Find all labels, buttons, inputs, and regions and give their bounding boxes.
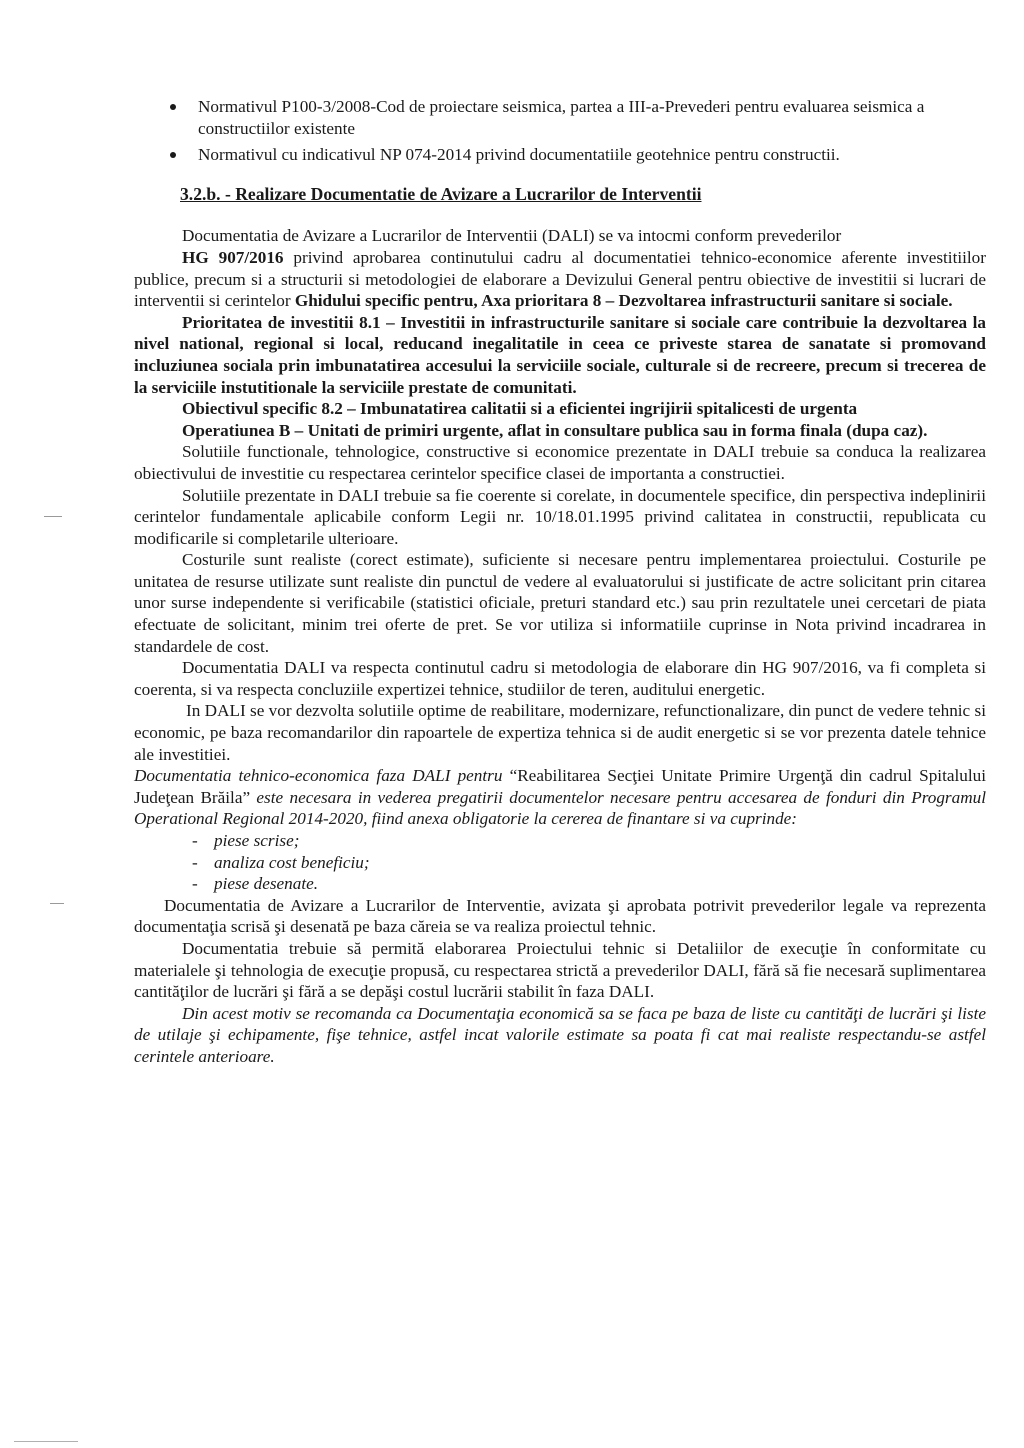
dali-paragraph-1: Documentatia DALI va respecta continutul cadru si metodologia de elaborare din HG 907/2016, va fi completa si coerenta, si va respecta concluziile expertizei tehnice, studiilor de teren, auditului energetic.: [134, 658, 986, 699]
intro-ghid: Ghidului specific pentru, Axa prioritara 8 – Dezvoltarea infrastructurii sanitare si sociale.: [294, 291, 953, 311]
intro-hg: HG 907/2016: [182, 247, 284, 267]
list-item: - piese scrise;: [192, 830, 986, 852]
operatiunea-paragraph: Operatiunea B – Unitati de primiri urgente, aflat in consultare publica sau in forma finala (dupa caz).: [182, 420, 928, 440]
solutii-paragraph-2: Solutiile prezentate in DALI trebuie sa fie coerente si corelate, in documentele specifice, din perspectiva indeplinirii cerintelor fundamentale aplicabile conform Legii nr. 10/18.01.1995 privind calitatea in constructii, republicata cu modificarile si completarile ulterioare.: [134, 485, 986, 548]
section-heading: 3.2.b. - Realizare Documentatie de Avizare a Lucrarilor de Interventii: [180, 183, 702, 204]
dali-paragraph-2: In DALI se vor dezvolta solutiile optime de reabilitare, modernizare, refunctionalizare, din punct de vedere tehnic si economic, pe baza recomandarilor din rapoartele de expertiza tehnica si de audit energetic si se vor prezenta datele tehnice ale investitiei.: [134, 701, 986, 764]
scan-mark-1: [44, 516, 62, 517]
solutii-paragraph-1: Solutiile functionale, tehnologice, constructive si economice prezentate in DALI trebuie sa conduca la realizarea obiectivului de investitie cu respectarea cerintelor specifice clasei de importanta a constructiei.: [134, 442, 986, 483]
obiectiv-paragraph: Obiectivul specific 8.2 – Imbunatatirea calitatii si a eficientei ingrijirii spitalicesti de urgenta: [182, 399, 858, 419]
intro-text-2: privind aprobarea continutului cadru al documentatiei tehnico-economice aferente investitiilor publice, precum si a structurii si metodologiei de elaborare a Devizului General pentru obiective de investitii si lucrari de interventii si cerintelor: [134, 247, 986, 311]
scan-mark-footer: [14, 1441, 78, 1442]
intro-text-1: Documentatia de Avizare a Lucrarilor de Interventii (DALI) se va intocmi conform prevederilor: [182, 226, 842, 246]
list-item: Normativul cu indicativul NP 074-2014 privind documentatiile geotehnice pentru constructii.: [134, 144, 986, 166]
list-item: - analiza cost beneficiu;: [192, 852, 986, 874]
prioritate-paragraph: Prioritatea de investitii 8.1 – Investitii in infrastructurile sanitare si sociale care contribuie la dezvoltarea la nivel national, regional si local, reducand inegalitatile in ceea ce priveste starea de sanatate si promovand incluziunea sociala prin imbunatatirea accesului la serviciile sociale, culturale si de recreere, precum si trecerea de la serviciile instutitionale la serviciile prestate de comunitati.: [134, 312, 986, 397]
scan-mark-2: [50, 903, 64, 904]
project-name: “Reabilitarea Secţiei Unitate Primire Urgenţă din cadrul Spitalului Judeţean Brăila”: [134, 766, 986, 807]
italic-text-1: Documentatia tehnico-economica faza DALI pentru: [134, 766, 510, 786]
document-page: [134, 96, 986, 1068]
avizare-paragraph: Documentatia de Avizare a Lucrarilor de Interventie, avizata şi aprobata potrivit prevederilor legale va reprezenta documentaţia scrisă şi desenată pe baza căreia se va realiza proiectul tehnic.: [134, 895, 986, 937]
trebuie-paragraph: Documentatia trebuie să permită elaborarea Proiectului tehnic si Detaliilor de execuţie în conformitate cu materialele şi tehnologia de execuţie propusă, cu respectarea strictă a prevederilor DALI, fără să fie necesară suplimentarea cantităţilor de lucrări şi fără a se depăşi costul lucrării stabilit în faza DALI.: [134, 938, 986, 1002]
italic-text-2: este necesara in vederea pregatirii documentelor necesare pentru accesarea de fonduri din Programul Operational Regional 2014-2020, fiind anexa obligatorie la cererea de finantare si va cuprinde:: [134, 787, 986, 829]
costuri-paragraph: Costurile sunt realiste (corect estimate), suficiente si necesare pentru implementarea proiectului. Costurile pe unitatea de resurse utilizate sunt realiste din punctul de vedere al evaluatorului si justificate de actre solicitant prin citarea unor surse independente si verificabile (statistici oficiale, preturi standard etc.) sau prin rezultatele unei cercetari de piata efectuate de solicitant, minim trei oferte de pret. Se vor utiliza si informatiile cuprinse in Nota privind incadrarea in standardele de cost.: [134, 550, 986, 656]
list-item: Normativul P100-3/2008-Cod de proiectare seismica, partea a III-a-Prevederi pentru evaluarea seismica a constructiilor existente: [134, 96, 986, 139]
contents-list: [192, 830, 986, 895]
intro-paragraph: [134, 225, 986, 311]
italic-paragraph: [134, 765, 986, 830]
motiv-paragraph: Din acest motiv se recomanda ca Documentaţia economică sa se faca pe baza de liste cu cantităţi de lucrări şi liste de utilaje şi echipamente, fişe tehnice, astfel incat valorile estimate sa poata fi cat mai realiste respectandu-se astfel cerintele anterioare.: [134, 1003, 986, 1066]
list-item: - piese desenate.: [192, 873, 986, 895]
normative-list: [134, 96, 986, 166]
